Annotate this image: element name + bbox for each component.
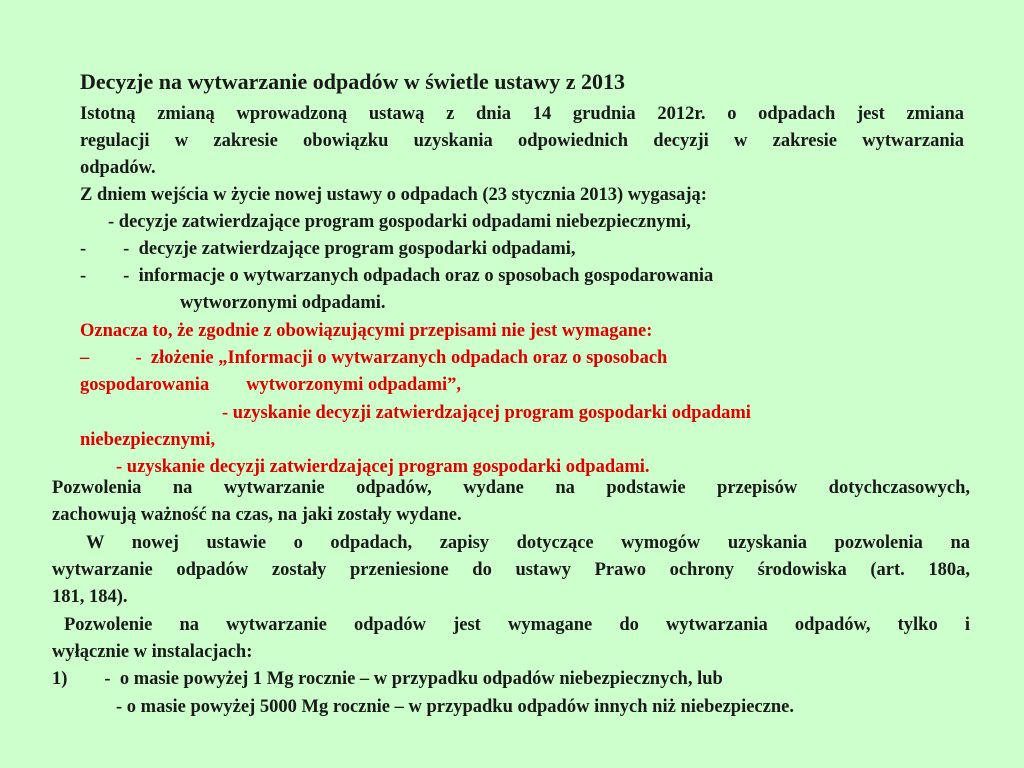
red-item-3: - uzyskanie decyzji zatwierdzającej program gospodarki odpadami. xyxy=(116,457,650,477)
list-item-1: 1) - o masie powyżej 1 Mg rocznie – w przypadku odpadów niebezpiecznych, lub xyxy=(52,669,723,689)
para3-line-2: wyłącznie w instalacjach: xyxy=(52,642,253,662)
para2-line-3: 181, 184). xyxy=(52,587,128,607)
red-item-1: – - złożenie „Informacji o wytwarzanych odpadach oraz o sposobach xyxy=(80,348,668,368)
expire-item-3-cont: wytworzonymi odpadami. xyxy=(180,293,386,313)
intro-line-3: odpadów. xyxy=(80,158,156,178)
expire-item-2: - - decyzje zatwierdzające program gospodarki odpadami, xyxy=(80,239,576,259)
expire-heading: Z dniem wejścia w życie nowej ustawy o odpadach (23 stycznia 2013) wygasają: xyxy=(80,185,707,205)
list-item-2: - o masie powyżej 5000 Mg rocznie – w przypadku odpadów innych niż niebezpieczne. xyxy=(116,697,794,717)
intro-line-2: regulacji w zakresie obowiązku uzyskania odpowiednich decyzji w zakresie wytwarzania xyxy=(80,131,964,151)
para2-line-2: wytwarzanie odpadów zostały przeniesione do ustawy Prawo ochrony środowiska (art. 180a, xyxy=(52,560,970,580)
para1-line-1: Pozwolenia na wytwarzanie odpadów, wydane na podstawie przepisów dotychczasowych, xyxy=(52,478,970,498)
intro-line-1: Istotną zmianą wprowadzoną ustawą z dnia 14 grudnia 2012r. o odpadach jest zmiana xyxy=(80,104,964,124)
para3-line-1: Pozwolenie na wytwarzanie odpadów jest wymagane do wytwarzania odpadów, tylko i xyxy=(64,615,970,635)
red-item-1-cont: gospodarowania wytworzonymi odpadami”, xyxy=(80,375,462,395)
red-heading: Oznacza to, że zgodnie z obowiązującymi przepisami nie jest wymagane: xyxy=(80,321,653,341)
expire-item-1: - decyzje zatwierdzające program gospodarki odpadami niebezpiecznymi, xyxy=(108,212,691,232)
red-item-2: - uzyskanie decyzji zatwierdzającej program gospodarki odpadami xyxy=(222,403,751,423)
para2-line-1: W nowej ustawie o odpadach, zapisy dotyczące wymogów uzyskania pozwolenia na xyxy=(86,533,970,553)
expire-item-3: - - informacje o wytwarzanych odpadach oraz o sposobach gospodarowania xyxy=(80,266,714,286)
slide-title: Decyzje na wytwarzanie odpadów w świetle ustawy z 2013 xyxy=(80,69,626,94)
para1-line-2: zachowują ważność na czas, na jaki zostały wydane. xyxy=(52,505,462,525)
red-item-2-cont: niebezpiecznymi, xyxy=(80,430,216,450)
